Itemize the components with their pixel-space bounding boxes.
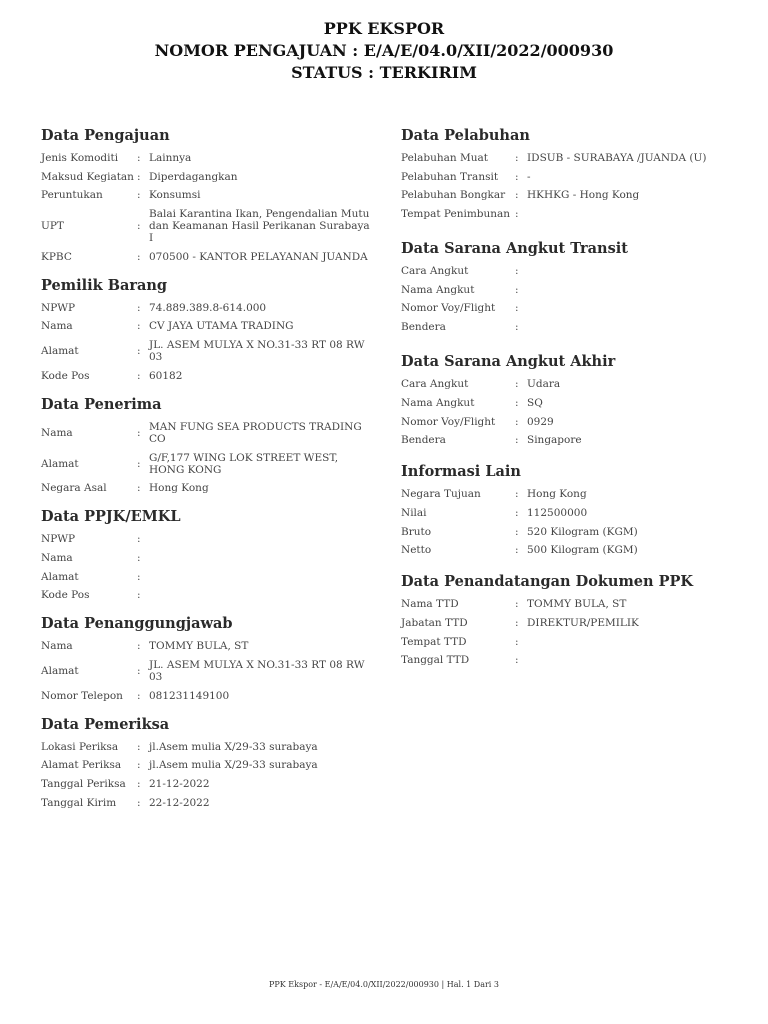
field-label: Cara Angkut: [401, 265, 469, 278]
field-label: Lokasi Periksa: [41, 740, 119, 753]
field-alamat: [41, 659, 371, 683]
field-npwp: [41, 533, 371, 545]
section-title: Pemilik Barang: [41, 276, 168, 294]
field-separator: :: [515, 396, 519, 409]
field-separator: :: [515, 415, 519, 428]
field-value: Singapore: [527, 434, 582, 447]
field-value: 21-12-2022: [149, 778, 210, 790]
field-nomor-voy-flight: [401, 302, 731, 314]
field-pelabuhan-muat: [401, 152, 731, 164]
field-label: Tanggal Periksa: [41, 778, 126, 790]
field-label: Pelabuhan Transit: [401, 170, 499, 183]
field-separator: :: [515, 208, 519, 221]
field-value: Lainnya: [149, 152, 192, 164]
field-value: TOMMY BULA, ST: [149, 640, 249, 653]
field-kode-pos: [41, 370, 371, 382]
field-separator: :: [137, 426, 141, 439]
field-value: Hong Kong: [149, 482, 209, 495]
field-label: Peruntukan: [41, 189, 103, 202]
field-label: Bendera: [401, 434, 446, 447]
document-title: PPK EKSPOR: [323, 19, 445, 38]
field-value: 60182: [149, 369, 183, 382]
field-label: NPWP: [41, 301, 76, 314]
field-separator: :: [515, 616, 519, 629]
field-value: [527, 302, 731, 314]
field-separator: :: [137, 152, 141, 164]
field-value: JL. ASEM MULYA X NO.31-33 RT 08 RW 03: [149, 658, 365, 683]
field-alamat-periksa: [41, 759, 371, 771]
field-label: Jenis Komoditi: [41, 152, 119, 164]
field-negara-tujuan: [401, 488, 731, 500]
field-label: Nomor Telepon: [41, 689, 123, 702]
field-separator: :: [515, 544, 519, 557]
field-nama-angkut: [401, 397, 731, 409]
field-label: Pelabuhan Bongkar: [401, 189, 506, 202]
right-column: [401, 126, 731, 673]
field-separator: :: [515, 189, 519, 202]
field-upt: [41, 208, 371, 244]
field-label: UPT: [41, 220, 64, 233]
field-label: Tanggal Kirim: [41, 796, 117, 809]
field-value: [527, 208, 731, 220]
field-separator: :: [515, 321, 519, 334]
field-separator: :: [137, 533, 141, 546]
field-separator: :: [515, 265, 519, 278]
field-value: Diperdagangkan: [149, 170, 238, 183]
field-label: Nama Angkut: [401, 283, 475, 296]
section-data-pemeriksa: [41, 715, 371, 809]
field-value: [149, 552, 371, 564]
field-separator: :: [137, 220, 141, 233]
field-label: Nilai: [401, 506, 427, 519]
document-header: [0, 18, 768, 84]
field-value: 112500000: [527, 506, 588, 519]
field-label: Alamat: [41, 570, 79, 583]
field-value: CV JAYA UTAMA TRADING: [149, 320, 294, 333]
field-separator: :: [515, 378, 519, 391]
field-lokasi-periksa: [41, 741, 371, 753]
field-nama-ttd: [401, 598, 731, 610]
field-separator: :: [137, 345, 141, 358]
section-data-penanggungjawab: [41, 614, 371, 701]
field-value: HKHKG - Hong Kong: [527, 189, 640, 202]
section-pemilik-barang: [41, 276, 371, 382]
field-label: Nama TTD: [401, 598, 459, 611]
field-value: [149, 589, 371, 601]
field-cara-angkut: [401, 378, 731, 390]
section-title: Data PPJK/EMKL: [41, 508, 181, 526]
field-alamat: [41, 339, 371, 363]
field-value: 070500 - KANTOR PELAYANAN JUANDA: [149, 250, 368, 263]
field-label: Alamat: [41, 345, 79, 358]
field-nama: [41, 320, 371, 332]
field-pelabuhan-transit: [401, 171, 731, 183]
field-label: Alamat: [41, 457, 79, 470]
field-separator: :: [137, 589, 141, 602]
field-cara-angkut: [401, 265, 731, 277]
section-title: Data Penandatangan Dokumen PPK: [401, 573, 694, 591]
field-label: Nama: [41, 551, 73, 564]
field-separator: :: [515, 635, 519, 648]
field-value: 081231149100: [149, 689, 230, 702]
field-bendera: [401, 321, 731, 333]
field-label: Tempat TTD: [401, 635, 467, 648]
field-label: Alamat: [41, 664, 79, 677]
field-value: jl.Asem mulia X/29-33 surabaya: [149, 740, 318, 753]
field-kpbc: [41, 251, 371, 263]
field-separator: :: [137, 551, 141, 564]
section-title: Data Sarana Angkut Transit: [401, 240, 628, 258]
field-value: [527, 321, 731, 333]
field-value: 22-12-2022: [149, 796, 210, 809]
field-separator: :: [137, 759, 141, 772]
field-separator: :: [137, 570, 141, 583]
field-value: Konsumsi: [149, 189, 201, 202]
section-data-penandatangan-dokumen-ppk: [401, 572, 731, 666]
field-bruto: [401, 526, 731, 538]
field-tempat-ttd: [401, 636, 731, 648]
field-value: 520 Kilogram (KGM): [527, 525, 638, 538]
field-value: [527, 265, 731, 277]
field-value: MAN FUNG SEA PRODUCTS TRADING CO: [149, 420, 362, 445]
field-nilai: [401, 507, 731, 519]
field-separator: :: [515, 434, 519, 447]
field-separator: :: [515, 170, 519, 183]
field-separator: :: [137, 640, 141, 653]
field-tempat-penimbunan: [401, 208, 731, 220]
field-maksud-kegiatan: [41, 171, 371, 183]
field-label: Bruto: [401, 525, 432, 538]
field-separator: :: [137, 189, 141, 202]
field-separator: :: [137, 778, 141, 790]
field-value: SQ: [527, 396, 543, 409]
field-nomor-voy-flight: [401, 416, 731, 428]
section-data-penerima: [41, 395, 371, 494]
field-separator: :: [137, 301, 141, 314]
field-label: Kode Pos: [41, 589, 90, 602]
field-value: 500 Kilogram (KGM): [527, 544, 638, 557]
section-data-sarana-angkut-transit: [401, 239, 731, 333]
field-value: [149, 571, 371, 583]
field-nama-angkut: [401, 284, 731, 296]
field-label: Maksud Kegiatan: [41, 170, 134, 183]
field-label: NPWP: [41, 533, 76, 546]
field-value: JL. ASEM MULYA X NO.31-33 RT 08 RW 03: [149, 339, 365, 364]
field-value: [149, 533, 371, 545]
field-label: Netto: [401, 544, 432, 557]
section-data-ppjk-emkl: [41, 507, 371, 601]
field-label: Nomor Voy/Flight: [401, 415, 496, 428]
section-title: Data Penanggungjawab: [41, 615, 233, 633]
field-jabatan-ttd: [401, 617, 731, 629]
field-separator: :: [515, 525, 519, 538]
field-label: Tanggal TTD: [401, 654, 470, 667]
field-label: Nama: [41, 426, 73, 439]
field-separator: :: [137, 664, 141, 677]
field-value: 0929: [527, 415, 554, 428]
field-separator: :: [515, 302, 519, 315]
field-separator: :: [515, 598, 519, 611]
field-value: [527, 636, 731, 648]
section-data-sarana-angkut-akhir: [401, 352, 731, 446]
field-label: Bendera: [401, 321, 446, 334]
field-value: jl.Asem mulia X/29-33 surabaya: [149, 759, 318, 772]
field-separator: :: [137, 457, 141, 470]
field-peruntukan: [41, 189, 371, 201]
left-column: [41, 126, 371, 815]
field-nama: [41, 552, 371, 564]
field-tanggal-ttd: [401, 654, 731, 666]
field-negara-asal: [41, 482, 371, 494]
submission-number: NOMOR PENGAJUAN : E/A/E/04.0/XII/2022/000930: [154, 41, 614, 60]
field-value: G/F,177 WING LOK STREET WEST, HONG KONG: [149, 451, 339, 476]
field-value: IDSUB - SURABAYA /JUANDA (U): [527, 152, 707, 164]
field-separator: :: [137, 170, 141, 183]
field-nomor-telepon: [41, 690, 371, 702]
field-kode-pos: [41, 589, 371, 601]
field-separator: :: [515, 488, 519, 501]
field-separator: :: [515, 283, 519, 296]
field-jenis-komoditi: [41, 152, 371, 164]
field-label: Tempat Penimbunan: [401, 208, 511, 221]
field-value: 74.889.389.8-614.000: [149, 301, 267, 314]
field-alamat: [41, 452, 371, 476]
field-nama: [41, 421, 371, 445]
field-label: Negara Asal: [41, 482, 107, 495]
field-label: Cara Angkut: [401, 378, 469, 391]
page-footer: PPK Ekspor - E/A/E/04.0/XII/2022/000930 | Hal. 1 Dari 3: [269, 980, 499, 989]
field-label: Negara Tujuan: [401, 488, 481, 501]
field-label: Nama Angkut: [401, 396, 475, 409]
field-value: [527, 654, 731, 666]
section-title: Data Pengajuan: [41, 127, 170, 144]
field-npwp: [41, 302, 371, 314]
field-label: KPBC: [41, 250, 72, 263]
section-title: Data Pelabuhan: [401, 127, 530, 144]
field-bendera: [401, 434, 731, 446]
field-separator: :: [137, 796, 141, 809]
field-label: Jabatan TTD: [401, 616, 468, 629]
field-label: Nama: [41, 640, 73, 653]
field-label: Nomor Voy/Flight: [401, 302, 496, 315]
section-data-pelabuhan: [401, 126, 731, 220]
field-label: Kode Pos: [41, 369, 90, 382]
section-informasi-lain: [401, 462, 731, 556]
field-separator: :: [137, 740, 141, 753]
section-title: Informasi Lain: [401, 463, 521, 481]
field-pelabuhan-bongkar: [401, 189, 731, 201]
field-value: Hong Kong: [527, 488, 587, 501]
field-alamat: [41, 571, 371, 583]
field-separator: :: [137, 250, 141, 263]
field-label: Nama: [41, 320, 73, 333]
field-netto: [401, 544, 731, 556]
field-separator: :: [515, 152, 519, 164]
status-line: STATUS : TERKIRIM: [291, 63, 477, 82]
field-separator: :: [137, 369, 141, 382]
field-tanggal-periksa: [41, 778, 371, 790]
field-separator: :: [137, 320, 141, 333]
section-title: Data Penerima: [41, 395, 162, 413]
section-data-pengajuan: [41, 126, 371, 263]
field-separator: :: [515, 506, 519, 519]
section-title: Data Pemeriksa: [41, 715, 170, 733]
field-separator: :: [137, 482, 141, 495]
field-tanggal-kirim: [41, 797, 371, 809]
field-nama: [41, 640, 371, 652]
field-value: TOMMY BULA, ST: [527, 598, 627, 611]
field-label: Pelabuhan Muat: [401, 152, 489, 164]
field-value: -: [527, 170, 531, 183]
field-value: Udara: [527, 378, 561, 391]
field-separator: :: [137, 689, 141, 702]
field-separator: :: [515, 654, 519, 667]
field-value: DIREKTUR/PEMILIK: [527, 616, 639, 629]
field-label: Alamat Periksa: [41, 759, 122, 772]
field-value: [527, 284, 731, 296]
field-value: Balai Karantina Ikan, Pengendalian Mutu dan Keamanan Hasil Perikanan Surabaya I: [149, 208, 370, 245]
section-title: Data Sarana Angkut Akhir: [401, 353, 616, 371]
